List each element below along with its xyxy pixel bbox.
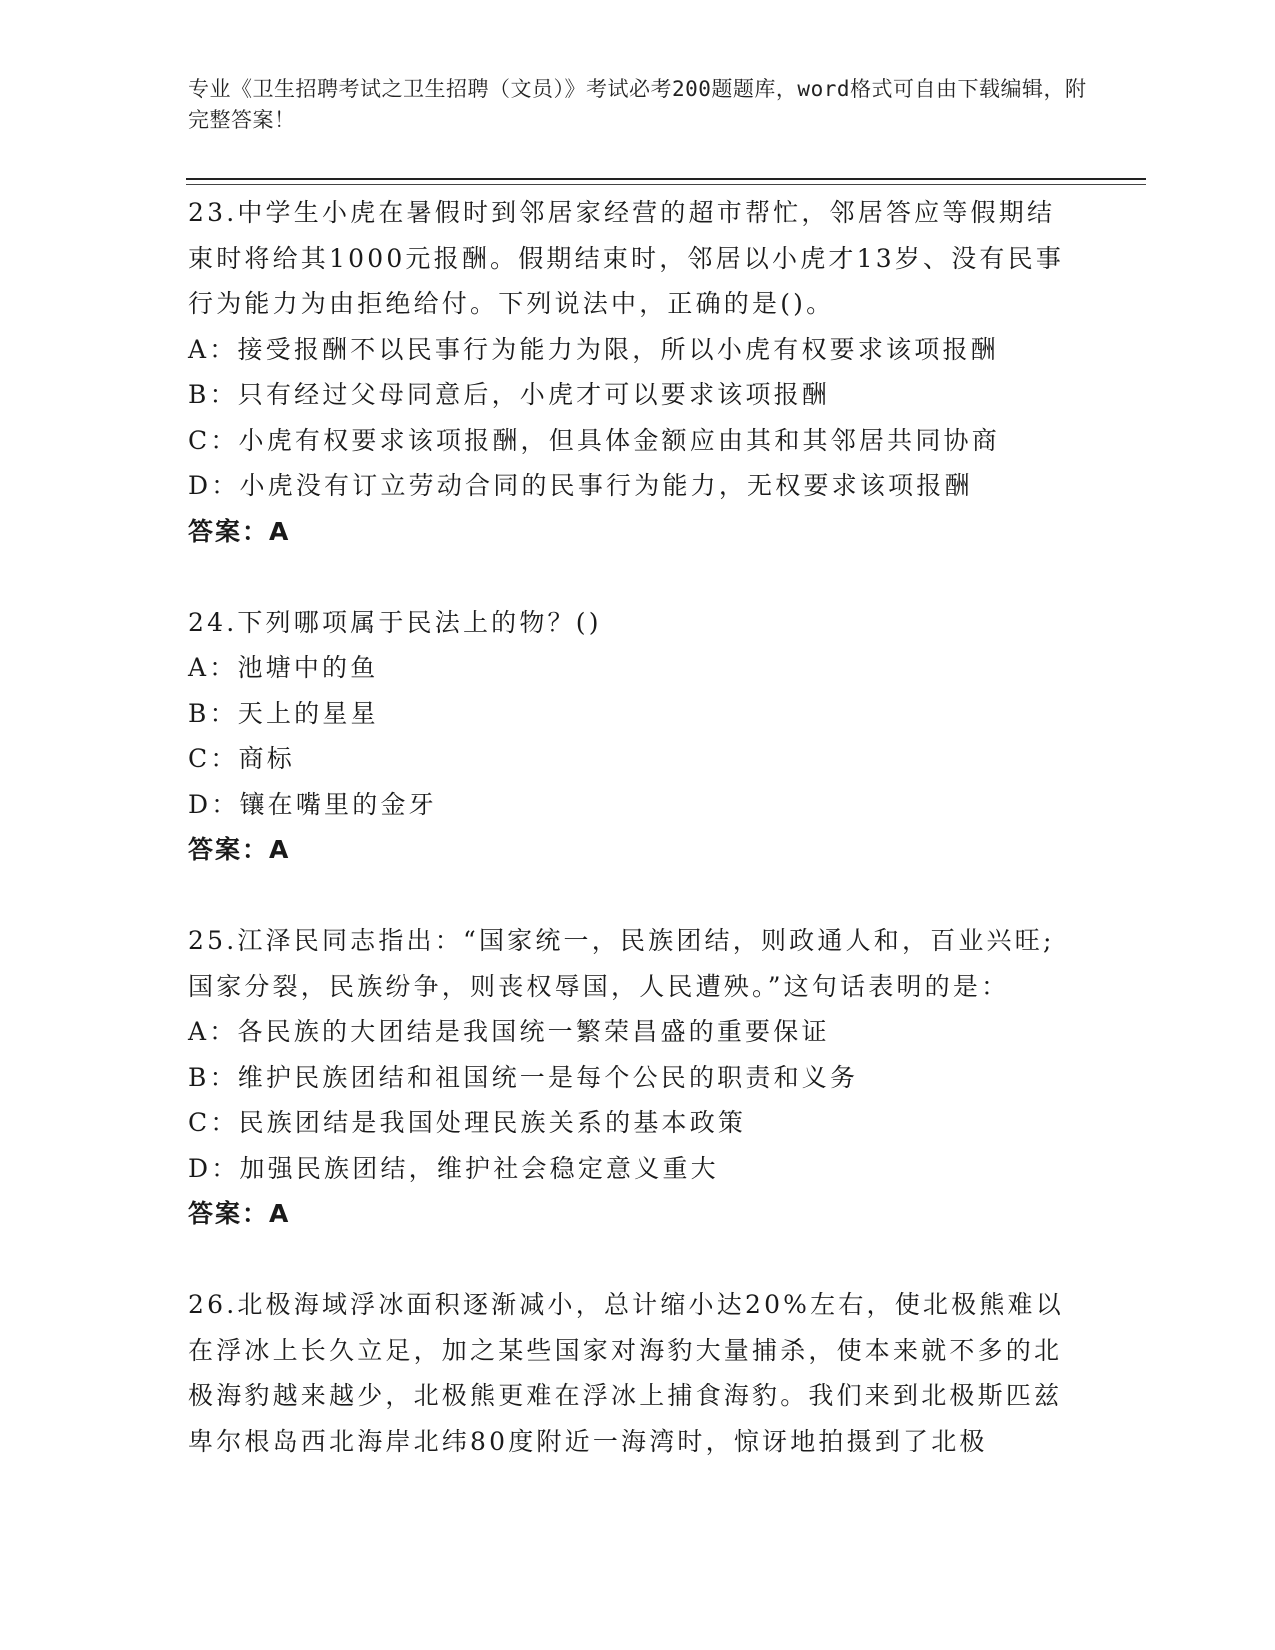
question-25 [188, 918, 1068, 1237]
question-text: 23.中学生小虎在暑假时到邻居家经营的超市帮忙，邻居答应等假期结束时将给其1000元报酬。假期结束时，邻居以小虎才13岁、没有民事行为能力为由拒绝给付。下列说法中，正确的是()。 [188, 198, 1065, 318]
answer: 答案：A [188, 1199, 291, 1228]
question-text: 26.北极海域浮冰面积逐渐减小，总计缩小达20%左右，使北极熊难以在浮冰上长久立足，加之某些国家对海豹大量捕杀，使本来就不多的北极海豹越来越少，北极熊更难在浮冰上捕食海豹。我们来到北极斯匹兹卑尔根岛西北海岸北纬80度附近一海湾时，惊讶地拍摄到了北极 [188, 1290, 1064, 1456]
document-header: 专业《卫生招聘考试之卫生招聘（文员）》考试必考200题题库，word格式可自由下载编辑，附完整答案！ [188, 77, 1087, 132]
question-24 [188, 600, 1068, 873]
option-d: D：小虎没有订立劳动合同的民事行为能力，无权要求该项报酬 [188, 471, 973, 500]
option-c: C：民族团结是我国处理民族关系的基本政策 [188, 1108, 747, 1137]
option-a: A：各民族的大团结是我国统一繁荣昌盛的重要保证 [188, 1017, 830, 1046]
option-d: D：加强民族团结，维护社会稳定意义重大 [188, 1153, 719, 1183]
option-b: B：维护民族团结和祖国统一是每个公民的职责和义务 [188, 1062, 859, 1092]
option-d: D：镶在嘴里的金牙 [188, 789, 437, 819]
question-spacer [188, 1237, 1068, 1283]
header-divider-thin [186, 184, 1146, 185]
option-b: B：只有经过父母同意后，小虎才可以要求该项报酬 [188, 380, 830, 409]
question-text: 25.江泽民同志指出：“国家统一，民族团结，则政通人和，百业兴旺;国家分裂，民族纷争，则丧权辱国，人民遭殃。”这句话表明的是： [188, 926, 1055, 1001]
option-a: A：池塘中的鱼 [188, 653, 379, 682]
header-divider-thick [186, 178, 1146, 180]
answer: 答案：A [188, 516, 291, 546]
question-26 [188, 1282, 1068, 1464]
question-spacer [188, 873, 1068, 919]
option-c: C：小虎有权要求该项报酬，但具体金额应由其和其邻居共同协商 [188, 425, 1000, 455]
question-text: 24.下列哪项属于民法上的物？() [188, 607, 602, 637]
question-23 [188, 190, 1068, 554]
option-a: A：接受报酬不以民事行为能力为限，所以小虎有权要求该项报酬 [188, 334, 999, 364]
question-spacer [188, 554, 1068, 600]
option-b: B：天上的星星 [188, 698, 379, 728]
answer: 答案：A [188, 835, 291, 864]
option-c: C：商标 [188, 744, 295, 773]
questions-content [188, 190, 1068, 1464]
